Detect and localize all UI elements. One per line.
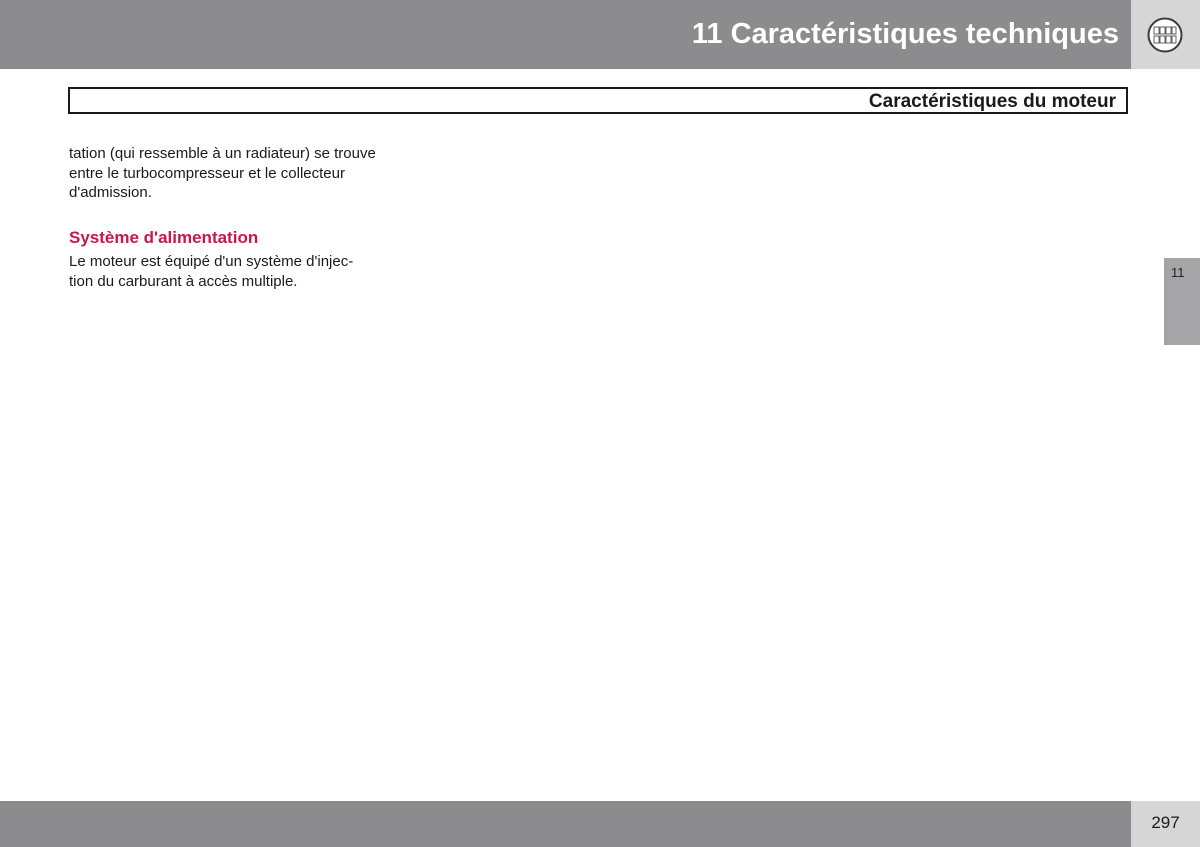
body-paragraph-2 [69, 252, 409, 291]
chapter-badge-icon [1147, 17, 1183, 53]
header-bar [0, 0, 1131, 69]
body-paragraph-1 [69, 144, 409, 203]
text-line: entre le turbocompresseur et le collecteur [69, 164, 345, 182]
text-line: d'admission. [69, 184, 152, 201]
text-line: Le moteur est équipé d'un système d'injec- [69, 253, 354, 270]
section-header-box [68, 87, 1128, 114]
text-line: tation (qui ressemble à un radiateur) se trouve [69, 145, 376, 162]
chapter-title: 11 Caractéristiques techniques [691, 18, 1119, 50]
text-line: tion du carburant à accès multiple. [69, 272, 298, 290]
chapter-tab-number: 11 [1171, 265, 1185, 280]
subheading-fuel-system: Système d'alimentation [69, 228, 259, 247]
section-title: Caractéristiques du moteur [868, 91, 1116, 112]
footer-bar [0, 801, 1131, 847]
page-number: 297 [1151, 813, 1180, 832]
